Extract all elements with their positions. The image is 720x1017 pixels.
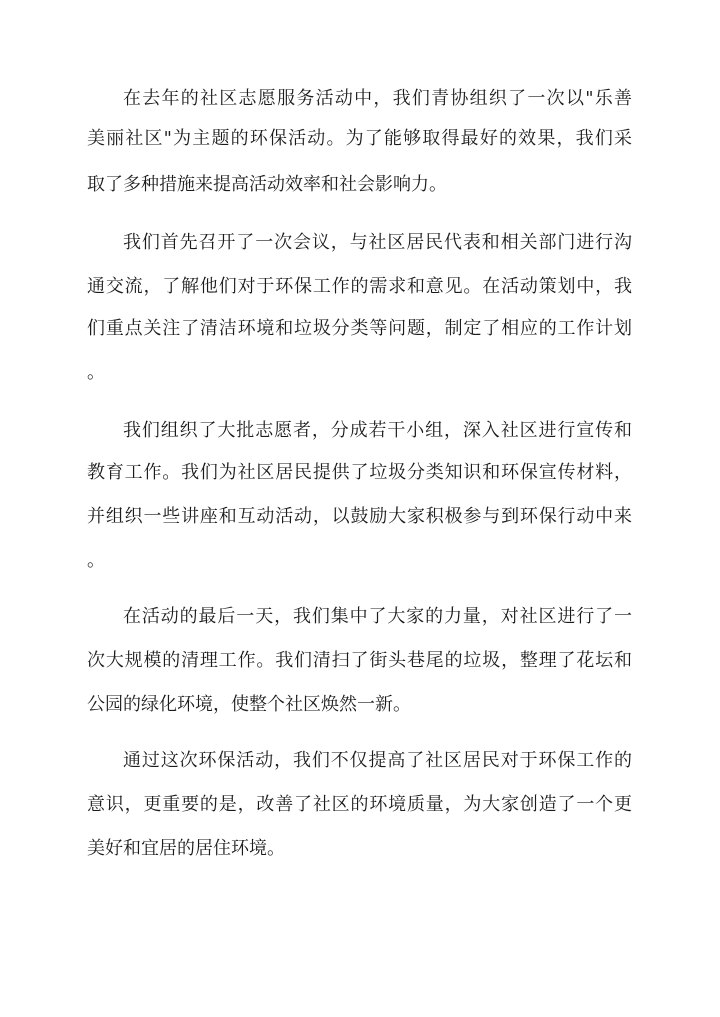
paragraph-5-line-2: 意识，更重要的是，改善了社区的环境质量，为大家创造了一个更	[87, 794, 632, 815]
paragraph-4-line-1: 在活动的最后一天，我们集中了大家的力量，对社区进行了一	[123, 606, 632, 627]
paragraph-5-line-3: 美好和宜居的居住环境。	[87, 838, 285, 859]
paragraph-2-line-3: 们重点关注了清洁环境和垃圾分类等问题，制定了相应的工作计划	[87, 318, 632, 339]
paragraph-5-line-1: 通过这次环保活动，我们不仅提高了社区居民对于环保工作的	[123, 750, 632, 771]
paragraph-1-line-2: 美丽社区"为主题的环保活动。为了能够取得最好的效果，我们采	[87, 128, 632, 149]
paragraph-3-line-3: 并组织一些讲座和互动活动，以鼓励大家积极参与到环保行动中来	[87, 506, 632, 527]
paragraph-1-line-3: 取了多种措施来提高活动效率和社会影响力。	[87, 174, 447, 195]
paragraph-1-line-1: 在去年的社区志愿服务活动中，我们青协组织了一次以"乐善	[123, 88, 632, 109]
paragraph-2-line-1: 我们首先召开了一次会议，与社区居民代表和相关部门进行沟	[123, 232, 632, 253]
paragraph-2-line-4: 。	[87, 362, 105, 383]
paragraph-3-line-1: 我们组织了大批志愿者，分成若干小组，深入社区进行宣传和	[123, 420, 632, 441]
paragraph-3-line-4: 。	[87, 550, 105, 571]
paragraph-4-line-3: 公园的绿化环境，使整个社区焕然一新。	[87, 694, 411, 715]
paragraph-2-line-2: 通交流，了解他们对于环保工作的需求和意见。在活动策划中，我	[87, 276, 632, 297]
paragraph-3-line-2: 教育工作。我们为社区居民提供了垃圾分类知识和环保宣传材料，	[87, 462, 632, 483]
paragraph-4-line-2: 次大规模的清理工作。我们清扫了街头巷尾的垃圾，整理了花坛和	[87, 650, 632, 671]
